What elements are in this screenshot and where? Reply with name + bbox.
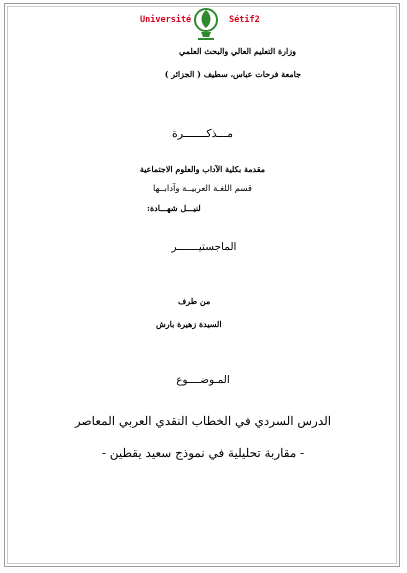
- presented-to: مقدمة بكلية الآداب والعلوم الاجتماعية: [139, 164, 266, 174]
- university-logo: [193, 6, 219, 42]
- department: قسم اللغـة العربيــة وآدابــها: [153, 184, 252, 194]
- page-border: [4, 3, 400, 567]
- topic-label: المـوضــــوع: [176, 374, 230, 386]
- topic-title: الدرس السردي في الخطاب النقدي العربي المعاصر: [74, 414, 332, 428]
- thesis-type: مـــذكـــــــرة: [172, 127, 233, 140]
- university-name-arabic: جامعة فرحات عباس، سطيف ( الجزائر ): [164, 69, 301, 79]
- topic-subtitle: - مقاربة تحليلية في نموذج سعيد يقطين -: [101, 446, 305, 460]
- author-name: السيدة زهيرة بارش: [156, 319, 222, 329]
- for-degree-label: لنيـــل شهـــادة:: [147, 203, 201, 213]
- ministry-name: وزارة التعليم العالي والبحث العلمي: [179, 46, 296, 56]
- page-border-inner: [7, 6, 397, 564]
- university-name-latin: Université: [140, 15, 192, 25]
- degree-name: الماجستيـــــــر: [171, 241, 237, 253]
- by-label: من طرف: [178, 296, 211, 306]
- university-city-latin: Sétif2: [229, 15, 260, 25]
